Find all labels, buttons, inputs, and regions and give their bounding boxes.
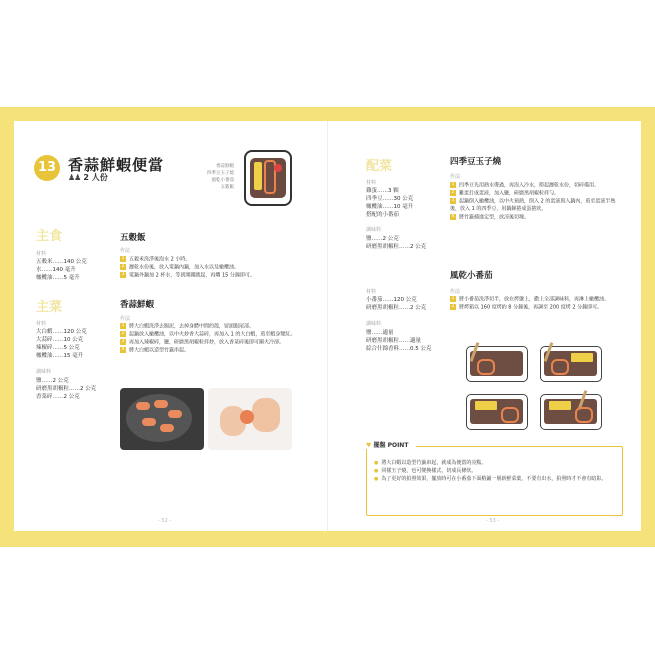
bento-illustration [244, 150, 292, 206]
rice-section-title: 五穀飯 [120, 233, 146, 243]
shrimp-pan-photo [120, 388, 204, 450]
ingredient-item: 鹽‥‥‥2 公克 [36, 378, 69, 384]
ingredient-item: 水‥‥‥140 毫升 [36, 267, 76, 273]
ingredient-item: 鹽‥‥‥適量 [366, 330, 394, 336]
ingredient-item: 小番茄‥‥‥120 公克 [366, 297, 417, 303]
people-icon: ♟♟ [68, 173, 81, 182]
main-ingredients-subhead: 材料 [36, 251, 47, 257]
seasoning-subhead: 調味料 [36, 369, 52, 375]
callout-label: 五穀飯 [220, 185, 234, 190]
ingredient-item: 研磨黑胡椒粒‥‥‥2 公克 [36, 386, 97, 392]
tomato-ingredients-subhead: 材料 [366, 289, 377, 295]
step-item: 2 雞蛋打成蛋液，加入鹽，研磨黑胡椒粒拌勻。 [451, 190, 560, 197]
ingredient-item: 搭配的小番茄 [366, 212, 400, 218]
ingredient-item: 研磨黑胡椒粒‥‥‥2 公克 [366, 305, 427, 311]
tip-list [374, 459, 618, 483]
ingredient-item: 四季豆‥‥‥30 公克 [366, 196, 414, 202]
omelet-section-title: 四季豆玉子燒 [450, 157, 502, 167]
tip-item: ● 為了更好的拍照效果，擺放時可在小番茄下面稍鋪一層新鮮菜葉，不要有出水，拍照時才不會有暗影。 [374, 476, 607, 482]
ingredient-item: 大蒜碎‥‥‥10 公克 [36, 337, 84, 343]
ingredient-item: 雞蛋‥‥‥3 顆 [366, 188, 399, 194]
page-number-left: - 52 - [158, 518, 172, 524]
shrimp-peeling-photo [208, 388, 292, 450]
seasoning-list [36, 377, 96, 401]
step-item: 2 將烤箱以 160 度烤約 8 分鐘後，再調至 200 度烤 2 分鐘即可。 [451, 304, 603, 311]
step-item: 1 將小番茄洗淨切半，放在烤盤上，撒上全部調味料，再淋上橄欖油。 [451, 296, 610, 303]
recipe-number-badge: 13 [34, 155, 60, 181]
step-item: 4 將竹籤插進定型，放涼後切塊。 [451, 213, 530, 220]
ingredient-item: 香菜碎‥‥‥2 公克 [36, 394, 80, 400]
ingredient-item: 綜合什錦香料‥‥‥0.5 公克 [366, 346, 432, 352]
ingredient-item: 研磨黑胡椒粒‥‥‥適量 [366, 338, 422, 344]
servings-text: 2 人份 [83, 173, 108, 182]
entree-label: 主菜 [36, 300, 63, 315]
tip-header [366, 440, 416, 449]
step-item: 3 起鍋倒入橄欖油，以中火預熱，倒入 2 的蛋液與入鍋內，煎至蛋液半熟後，放入 1 的四季豆，用鍋鏟捲成蛋捲狀。 [450, 198, 616, 212]
ingredient-item: 鹽‥‥‥2 公克 [366, 236, 399, 242]
ingredient-item: 橄欖油‥‥‥10 毫升 [366, 204, 414, 210]
tomato-seasoning-subhead: 調味料 [366, 321, 382, 327]
page-gutter [327, 121, 328, 531]
bento-step-illustration [540, 346, 602, 382]
tip-item: ● 同樣玉子燒，也可變換樣式，切成長條狀。 [374, 468, 477, 474]
main-ingredients-list [36, 258, 87, 282]
heart-icon: ♥ [366, 442, 372, 449]
step-item: 1 將大白蝦洗淨去腸泥，去掉身體中間的殼，留頭跟尾部。 [121, 323, 255, 330]
tomato-seasoning-list [366, 329, 432, 353]
rice-steps [120, 256, 310, 280]
ingredient-item: 研磨黑胡椒粒‥‥‥2 公克 [366, 244, 427, 250]
tip-title: 擺盤 POINT [373, 442, 409, 449]
tomato-method-subhead: 作法 [450, 289, 461, 295]
step-item: 3 再加入辣椒碎，鹽，研磨黑胡椒粒拌炒，放入香菜碎後即可關火冷卻。 [121, 339, 285, 346]
bento-callouts [196, 163, 234, 191]
entree-ingredients-list [36, 328, 87, 360]
entree-ingredients-subhead: 材料 [36, 321, 47, 327]
omelet-method-subhead: 作法 [450, 174, 461, 180]
callout-label: 香蒜鮮蝦 [216, 164, 234, 169]
main-label: 主食 [36, 229, 63, 244]
omelet-steps [450, 182, 618, 222]
step-item: 3 電鍋外鍋加 2 杯水，等到開關跳起，再燜 15 分鐘即可。 [121, 272, 255, 279]
side-ingredients-list [366, 187, 413, 219]
page-number-right: - 53 - [486, 518, 500, 524]
side-label: 配菜 [366, 159, 393, 174]
side-ingredients-subhead: 材料 [366, 180, 377, 186]
side-seasoning-list [366, 235, 426, 251]
step-item: 2 起鍋放入橄欖油，以中火炒香大蒜碎，再加入 1 的大白蝦，煎至蝦身變紅。 [121, 331, 296, 338]
tomato-steps [450, 296, 618, 312]
tomato-section-title: 風乾小番茄 [450, 271, 493, 281]
step-item: 1 五穀米洗淨後泡水 2 小時。 [121, 256, 191, 263]
ingredient-item: 橄欖油‥‥‥5 毫升 [36, 275, 80, 281]
side-seasoning-subhead: 調味料 [366, 227, 382, 233]
bento-step-illustration [540, 394, 602, 430]
ingredient-item: 橄欖油‥‥‥15 毫升 [36, 353, 84, 359]
ingredient-item: 辣椒碎‥‥‥5 公克 [36, 345, 80, 351]
rice-method-subhead: 作法 [120, 248, 131, 254]
shrimp-section-title: 香蒜鮮蝦 [120, 300, 155, 310]
ingredient-item: 大白蝦‥‥‥120 公克 [36, 329, 87, 335]
step-item: 2 瀝乾水份後，放入電鍋內鍋，加入水以及橄欖油。 [121, 264, 240, 271]
tip-item: ● 將大白蝦以造型竹籤串起，就成為便當的亮點。 [374, 460, 487, 466]
recipe-title: 香蒜鮮蝦便當 [68, 156, 165, 174]
shrimp-method-subhead: 作法 [120, 316, 131, 322]
callout-label: 四季豆玉子燒 [207, 171, 234, 176]
callout-label: 風乾小番茄 [211, 178, 234, 183]
shrimp-steps [120, 323, 296, 355]
step-item: 1 四季豆先用熱水燙過，再泡入冷水，撈起瀝乾水份，切碎備用。 [451, 182, 600, 189]
ingredient-item: 五穀米‥‥‥140 公克 [36, 259, 87, 265]
bento-step-illustration [466, 346, 528, 382]
step-item: 4 將大白蝦以造型竹籤串起。 [121, 347, 190, 354]
servings [68, 172, 108, 183]
bento-step-illustration [466, 394, 528, 430]
tomato-ingredients-list [366, 296, 426, 312]
